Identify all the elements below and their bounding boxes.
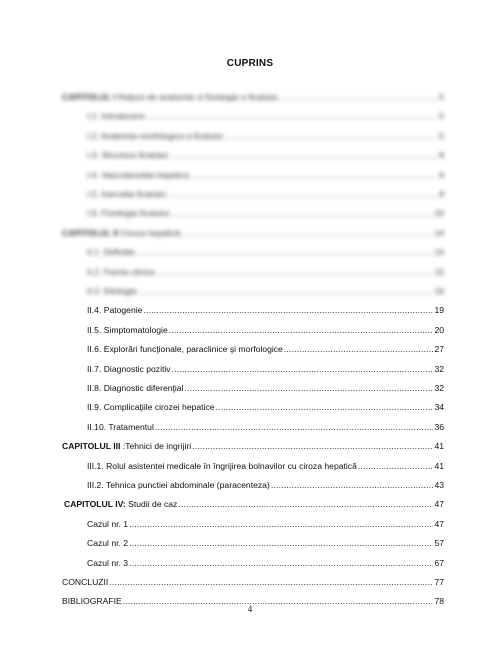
toc-entry-text: III.1. Rolul asistentei medicale în îngrijirea bolnavilor cu ciroza hepatică [87,460,357,471]
toc-chapter-label: CAPITOLUL II [62,227,119,238]
toc-entry-label [62,228,180,239]
toc-dot-leader [170,208,433,219]
toc-dot-leader [169,150,438,161]
toc-entry-text: :Tehnici de ingrijiri [120,441,192,452]
toc-entry-page: 9 [439,169,444,180]
toc-dot-leader [169,325,434,336]
toc-entry-page: 15 [434,266,444,277]
toc-dot-leader [129,538,433,549]
toc-entry-text: II.8. Diagnostic diferenţial [87,383,184,393]
toc-entry-text: CONCLUZII [62,577,109,587]
toc-entry-text: II.9. Complicaţiile cirozei hepatice [87,402,215,413]
toc-entry [87,461,444,472]
toc-entry-text: Studii de caz [125,499,178,510]
toc-entry [87,170,444,181]
toc-entry [87,480,444,491]
toc-entry [87,344,444,355]
toc-entry-page: 20 [434,324,444,335]
toc-entry-label [87,111,145,122]
toc-entry-page: 27 [434,344,444,355]
toc-chapter-label: CAPITOLUL III [62,441,121,452]
toc-entry [87,383,444,394]
toc-entry-page: 34 [434,402,444,413]
toc-dot-leader [172,364,434,375]
toc-entry-label [87,267,155,278]
toc-entry-page: 32 [434,363,444,374]
toc-title: CUPRINS [226,58,274,69]
toc-chapter-label: CAPITOLUL I [62,92,116,102]
toc-entry-page: 9 [439,189,444,199]
toc-entry [87,189,444,200]
toc-entry-page: 32 [434,383,444,393]
toc-entry-page: 57 [434,538,444,549]
toc-entry-text: I.6. Fiziologia ficatului [87,208,170,219]
toc-entry-text: II.2. Forme clinice [87,266,155,277]
toc-dot-leader [284,344,434,355]
toc-dot-leader [146,111,438,122]
toc-entry-page: 43 [434,480,444,490]
toc-entry [87,286,444,297]
toc-entry-text: I.3. Structura ficatului [87,150,168,161]
toc-entry-label [87,344,283,355]
toc-entry [87,519,444,530]
toc-dot-leader [138,286,434,297]
toc-entry-page: 47 [434,518,444,529]
toc-entry-page: 5 [439,130,444,141]
toc-entry [87,558,444,569]
toc-entry-label [87,131,223,142]
toc-entry-label [87,538,128,549]
toc-dot-leader [155,422,434,433]
toc-dot-leader [156,267,434,278]
toc-entry-text: I.2. Anatomia morfologica a ficatului [87,130,223,141]
page-number: 4 [247,604,253,614]
toc-entry-label [87,305,142,316]
toc-entry-label [87,208,169,219]
toc-entry-label [87,461,357,472]
toc-entry-page: 67 [434,557,444,568]
toc-entry-text: II.3. Etiologie [87,286,137,296]
toc-dot-leader [190,170,438,181]
toc-entry-label [87,402,215,413]
toc-entry-label [87,325,168,336]
toc-entry [62,577,444,588]
toc-entry [62,228,444,239]
toc-entry-text: I.4. Vascularizatia hepatica [87,169,190,180]
toc-entry-page: 41 [434,441,444,452]
toc-entry-label [87,519,128,530]
toc-dot-leader [136,247,434,258]
toc-entry-text: BIBLIOGRAFIE [62,596,122,607]
toc-entry [87,305,444,316]
toc-dot-leader [224,131,439,142]
toc-dot-leader [143,305,433,316]
toc-dot-leader [216,402,434,413]
toc-entry-page: 47 [434,499,444,510]
toc-entry-text: Ciroza hepatică [118,227,181,238]
toc-entry [87,111,444,122]
toc-dot-leader [185,383,434,394]
toc-entry-text: Cazul nr. 1 [87,518,129,529]
toc-entry-page: 77 [434,577,444,587]
toc-entry-text: II.1. Definitie [87,247,135,258]
toc-entry [87,402,444,413]
toc-entry-label [87,286,137,297]
toc-entry [87,150,444,161]
toc-entry-label [87,558,128,569]
toc-entry-text: II.5. Simptomatologie [87,324,168,335]
toc-entry [87,247,444,258]
toc-entry-text: II.4. Patogenie [87,305,143,316]
toc-entry [62,92,444,103]
toc-dot-leader [178,499,433,510]
toc-entry [87,364,444,375]
toc-entry-label [87,480,270,491]
toc-entry-text: III.2. Tehnica punctiei abdominale (paracenteza) [87,480,270,490]
toc-entry-label [62,441,191,452]
toc-entry-page: 5 [439,111,444,122]
toc-entry-text: Cazul nr. 2 [87,538,129,549]
toc-dot-leader [129,558,433,569]
toc-dot-leader [192,441,433,452]
toc-entry-text: II.10. Tratamentul [87,421,154,432]
toc-entry-page: 14 [434,227,444,238]
toc-entry [64,499,444,510]
toc-entry-text: Cazul nr. 3 [87,557,129,568]
toc-entry-page: 36 [434,421,444,432]
toc-entry-label [87,364,171,375]
toc-entry-page: 41 [434,460,444,471]
toc-chapter-label: CAPITOLUL IV: [64,499,126,510]
toc-dot-leader [181,228,433,239]
toc-entry-text: Noţiuni de anatomie si fiziologie a ficatului [115,92,278,102]
toc-entry-label [62,92,278,103]
toc-entry-label [62,577,108,588]
toc-entry [87,131,444,142]
toc-entry-text: II.6. Explorări funcţionale, paraclinice şi morfologice [87,344,283,355]
toc-entry-page: 19 [434,305,444,316]
toc-entry-label [64,499,177,510]
toc-entry-label [87,150,168,161]
toc-entry-page: 14 [434,247,444,258]
toc-entry-label [87,170,189,181]
toc-entry-text: II.7. Diagnostic pozitiv [87,363,171,374]
toc-dot-leader [271,480,434,491]
toc-entry-label [87,189,166,200]
toc-entry [87,325,444,336]
toc-entry-page: 5 [439,92,444,102]
toc-entry-text: I.5. Inervatia ficatului [87,189,166,199]
toc-entry-label [87,422,154,433]
toc-dot-leader [358,461,434,472]
toc-entry-page: 10 [434,208,444,219]
toc-entry-label [87,247,135,258]
toc-entry [87,422,444,433]
toc-dot-leader [109,577,433,588]
toc-entry-page: 8 [439,150,444,161]
toc-entry [87,538,444,549]
toc-entry-text: I.1. Introducere [87,111,145,122]
toc-dot-leader [129,519,433,530]
toc-entry [62,441,444,452]
toc-dot-leader [279,92,439,103]
toc-entry-page: 78 [434,596,444,607]
toc-entry-page: 16 [434,286,444,296]
toc-entry [87,267,444,278]
toc-entry [87,208,444,219]
toc-dot-leader [167,189,438,200]
toc-entry-label [87,383,184,394]
